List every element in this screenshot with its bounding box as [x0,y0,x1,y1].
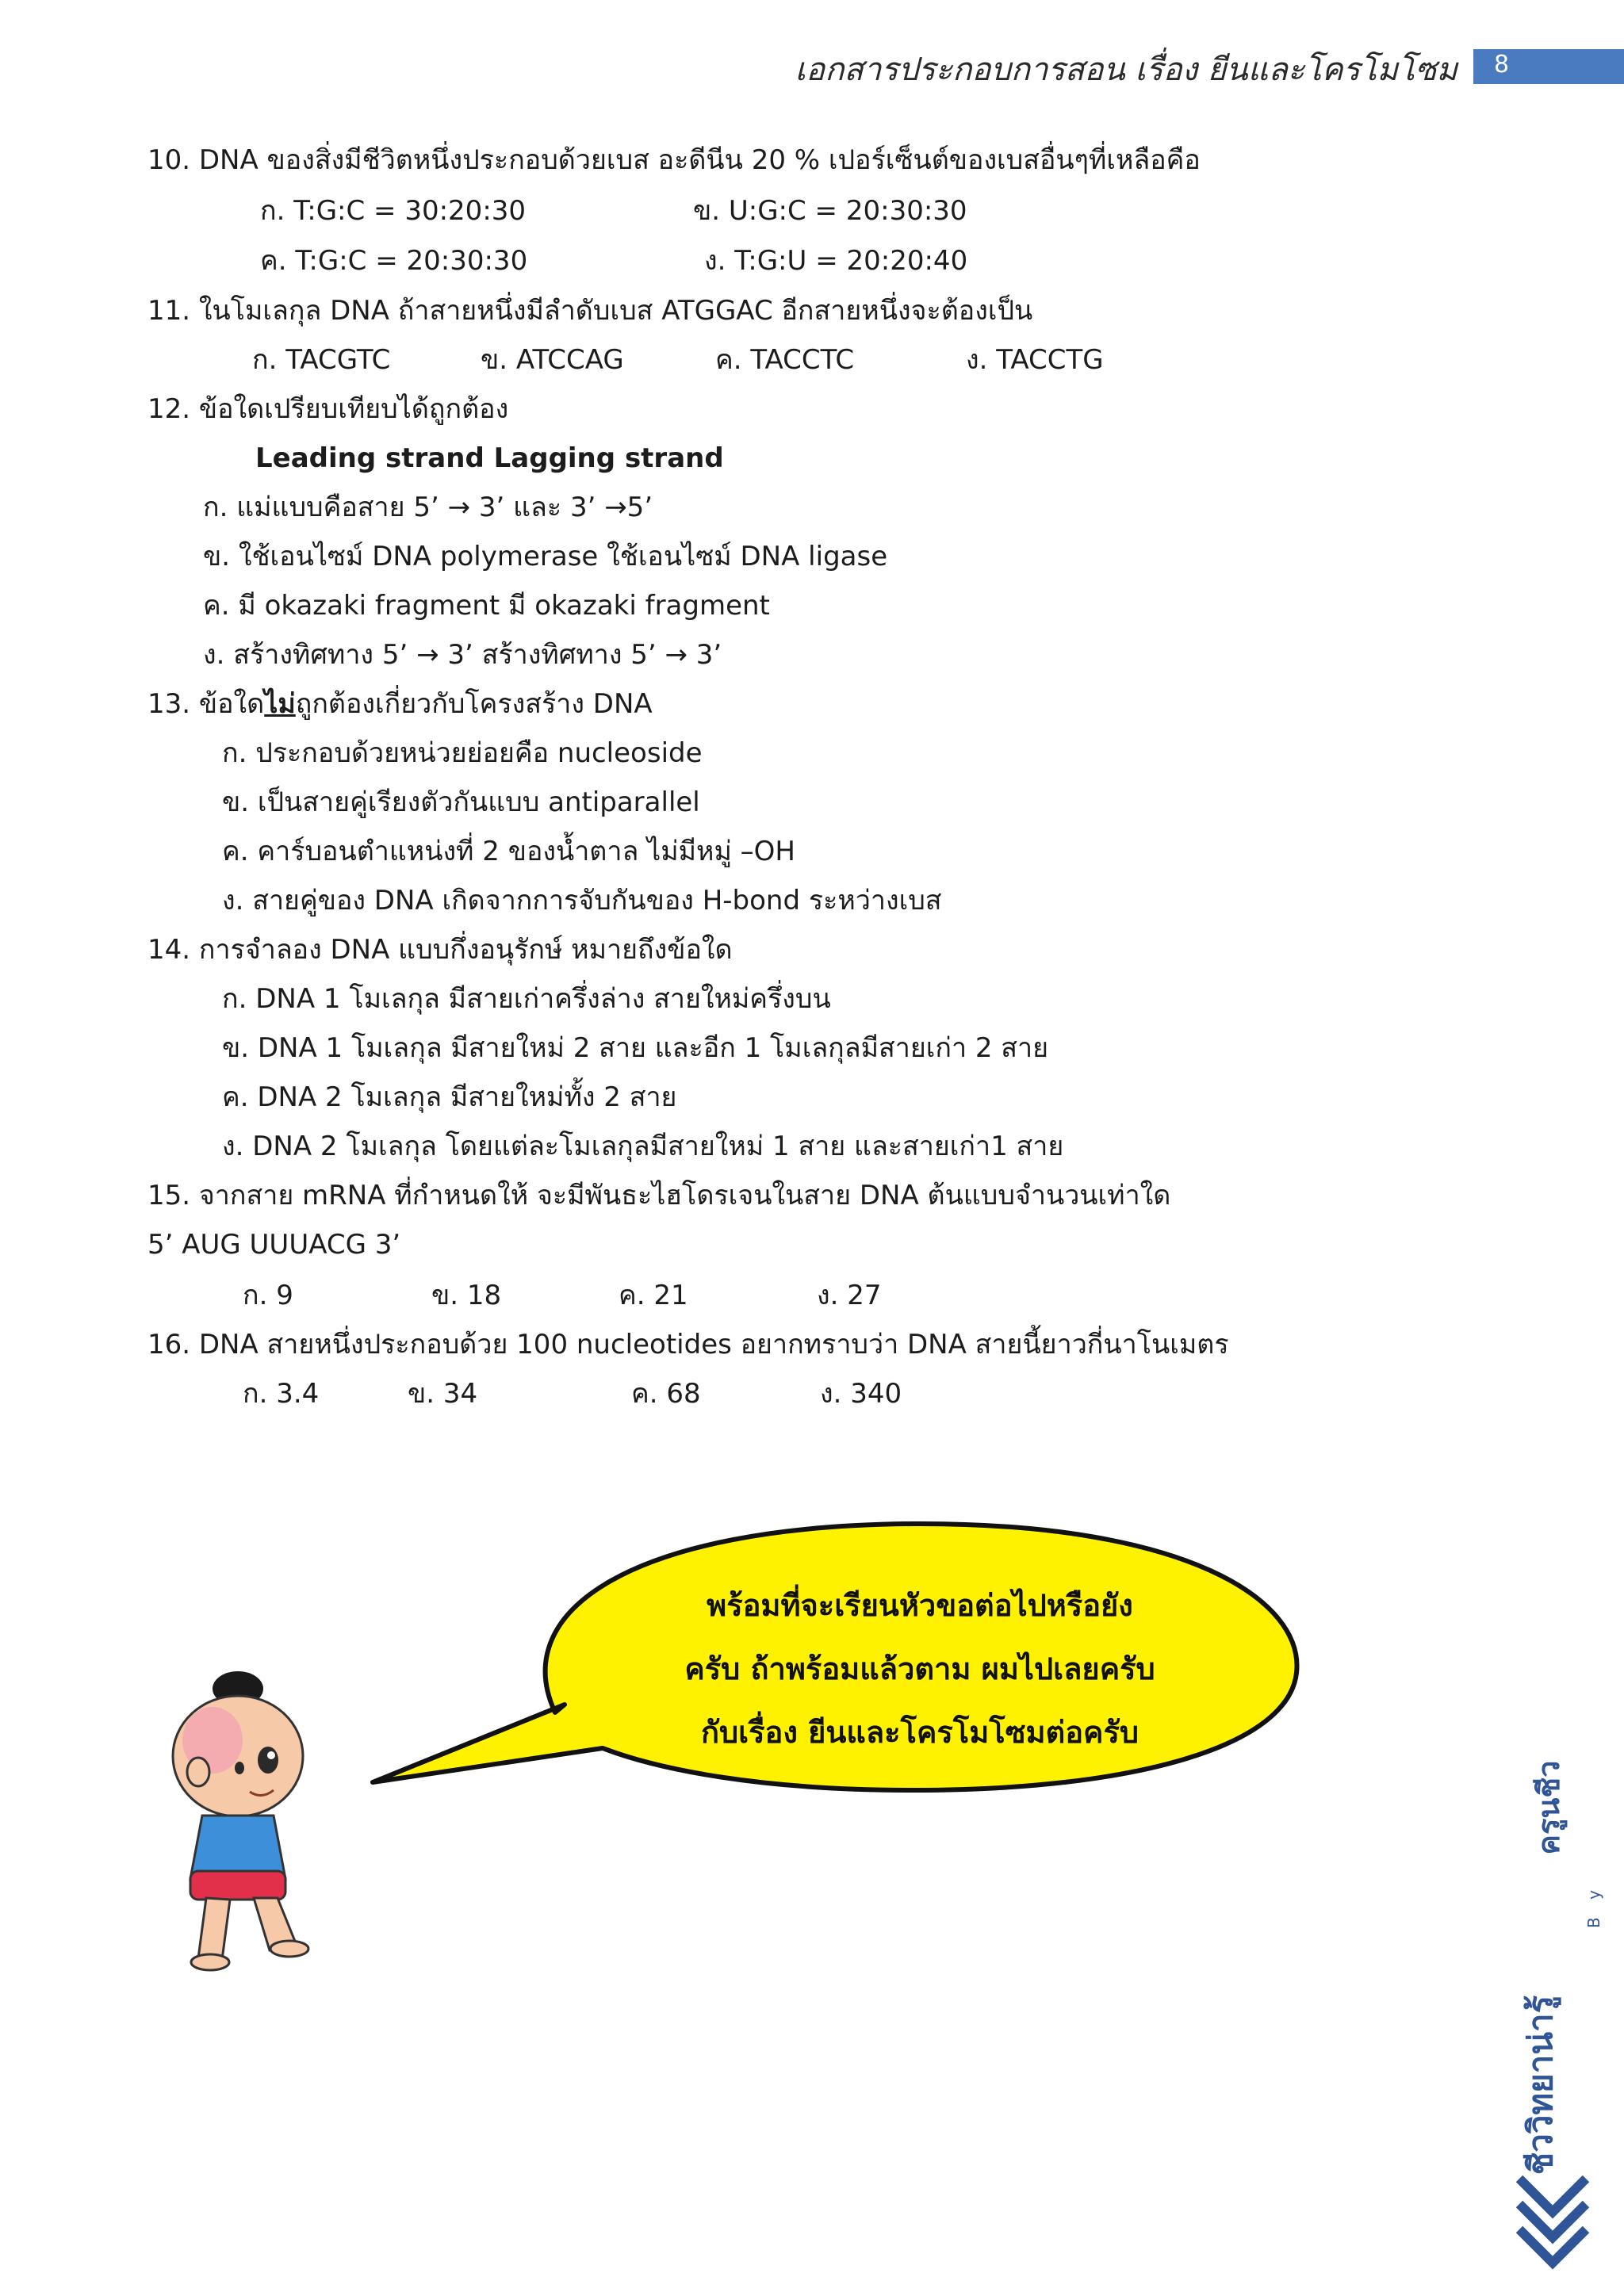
q16-option-a: ก. 3.4 [243,1378,320,1410]
q10-option-c: ค. T:G:C = 20:30:30 [260,245,528,277]
bubble-line-2: ครับ ถ้าพร้อมแล้วตาม ผมไปเลยครับ [684,1651,1155,1686]
q10-option-d: ง. T:G:U = 20:20:40 [704,245,968,277]
q12-subheading: Leading strand Lagging strand [255,442,724,474]
q11-option-c: ค. TACCTC [715,344,855,376]
sidebar-by-text: B y [1584,1884,1603,1928]
q14-option-b: ข. DNA 1 โมเลกุล มีสายใหม่ 2 สาย และอีก 1 โมเลกุลมีสายเก่า 2 สาย [222,1032,1049,1064]
q13-option-c: ค. คาร์บอนตำแหน่งที่ 2 ของน้ำตาล ไม่มีหมู่ –OH [222,836,795,867]
page-number: 8 [1494,51,1510,78]
q13-option-b: ข. เป็นสายคู่เรียงตัวกันแบบ antiparallel [222,786,700,818]
q14-option-c: ค. DNA 2 โมเลกุล มีสายใหม่ทั้ง 2 สาย [222,1081,677,1113]
question-16: 16. DNA สายหนึ่งประกอบด้วย 100 nucleotides อยากทราบว่า DNA สายนี้ยาวกี่นาโนเมตร [147,1329,1229,1360]
question-15: 15. จากสาย mRNA ที่กำหนดให้ จะมีพันธะไฮโดรเจนในสาย DNA ต้นแบบจำนวนเท่าใด [147,1180,1171,1211]
chevron-down-icon [1513,2172,1592,2283]
q14-option-d: ง. DNA 2 โมเลกุล โดยแต่ละโมเลกุลมีสายใหม่ 1 สาย และสายเก่า1 สาย [222,1131,1064,1162]
q15-option-b: ข. 18 [431,1280,502,1311]
bubble-line-3: กับเรื่อง ยีนและโครโมโซมต่อครับ [701,1715,1139,1750]
q13-emphasis: ไม่ [264,688,296,720]
q13-suffix: ถูกต้องเกี่ยวกับโครงสร้าง DNA [295,688,653,720]
q15-option-d: ง. 27 [817,1280,882,1311]
q16-option-b: ข. 34 [408,1378,478,1410]
sidebar-author: ครูนชีว [1531,1760,1566,1855]
question-11: 11. ในโมเลกุล DNA ถ้าสายหนึ่งมีลำดับเบส ATGGAC อีกสายหนึ่งจะต้องเป็น [147,295,1033,327]
header-title: เอกสารประกอบการสอน เรื่อง ยีนและโครโมโซม [795,52,1457,88]
q12-option-c: ค. มี okazaki fragment มี okazaki fragment [203,590,770,622]
q11-option-a: ก. TACGTC [252,344,391,376]
q12-option-b: ข. ใช้เอนไซม์ DNA polymerase ใช้เอนไซม์ DNA ligase [203,541,888,572]
q10-option-a: ก. T:G:C = 30:20:30 [260,195,527,227]
speech-bubble-text [571,1574,1269,1764]
q10-option-b: ข. U:G:C = 20:30:30 [693,195,967,227]
question-14: 14. การจำลอง DNA แบบกึ่งอนุรักษ์ หมายถึงข้อใด [147,934,733,966]
bubble-line-1: พร้อมที่จะเรียนหัวขอต่อไปหรือยัง [707,1588,1133,1623]
q14-option-a: ก. DNA 1 โมเลกุล มีสายเก่าครึ่งล่าง สายใหม่ครึ่งบน [222,983,831,1015]
q15-option-a: ก. 9 [243,1280,293,1311]
q16-option-c: ค. 68 [631,1378,701,1410]
sidebar-category: ชีววิทยาน่ารู้ [1521,1995,1560,2175]
q13-prefix: 13. ข้อใด [147,688,265,720]
q13-option-a: ก. ประกอบด้วยหน่วยย่อยคือ nucleoside [222,737,703,769]
question-10: 10. DNA ของสิ่งมีชีวิตหนึ่งประกอบด้วยเบส อะดีนีน 20 % เปอร์เซ็นต์ของเบสอื่นๆที่เหลือคือ [147,144,1201,176]
q16-option-d: ง. 340 [820,1378,902,1410]
q11-option-b: ข. ATCCAG [481,344,624,376]
q15-option-c: ค. 21 [619,1280,688,1311]
q13-option-d: ง. สายคู่ของ DNA เกิดจากการจับกันของ H-bond ระหว่างเบส [222,885,942,916]
cartoon-boy-illustration [159,1665,333,1982]
q12-option-d: ง. สร้างทิศทาง 5’ → 3’ สร้างทิศทาง 5’ → 3’ [203,639,722,671]
q15-sequence: 5’ AUG UUUACG 3’ [147,1229,401,1261]
q12-option-a: ก. แม่แบบคือสาย 5’ → 3’ และ 3’ →5’ [203,492,653,523]
question-12: 12. ข้อใดเปรียบเทียบได้ถูกต้อง [147,393,509,425]
q11-option-d: ง. TACCTG [966,344,1104,376]
